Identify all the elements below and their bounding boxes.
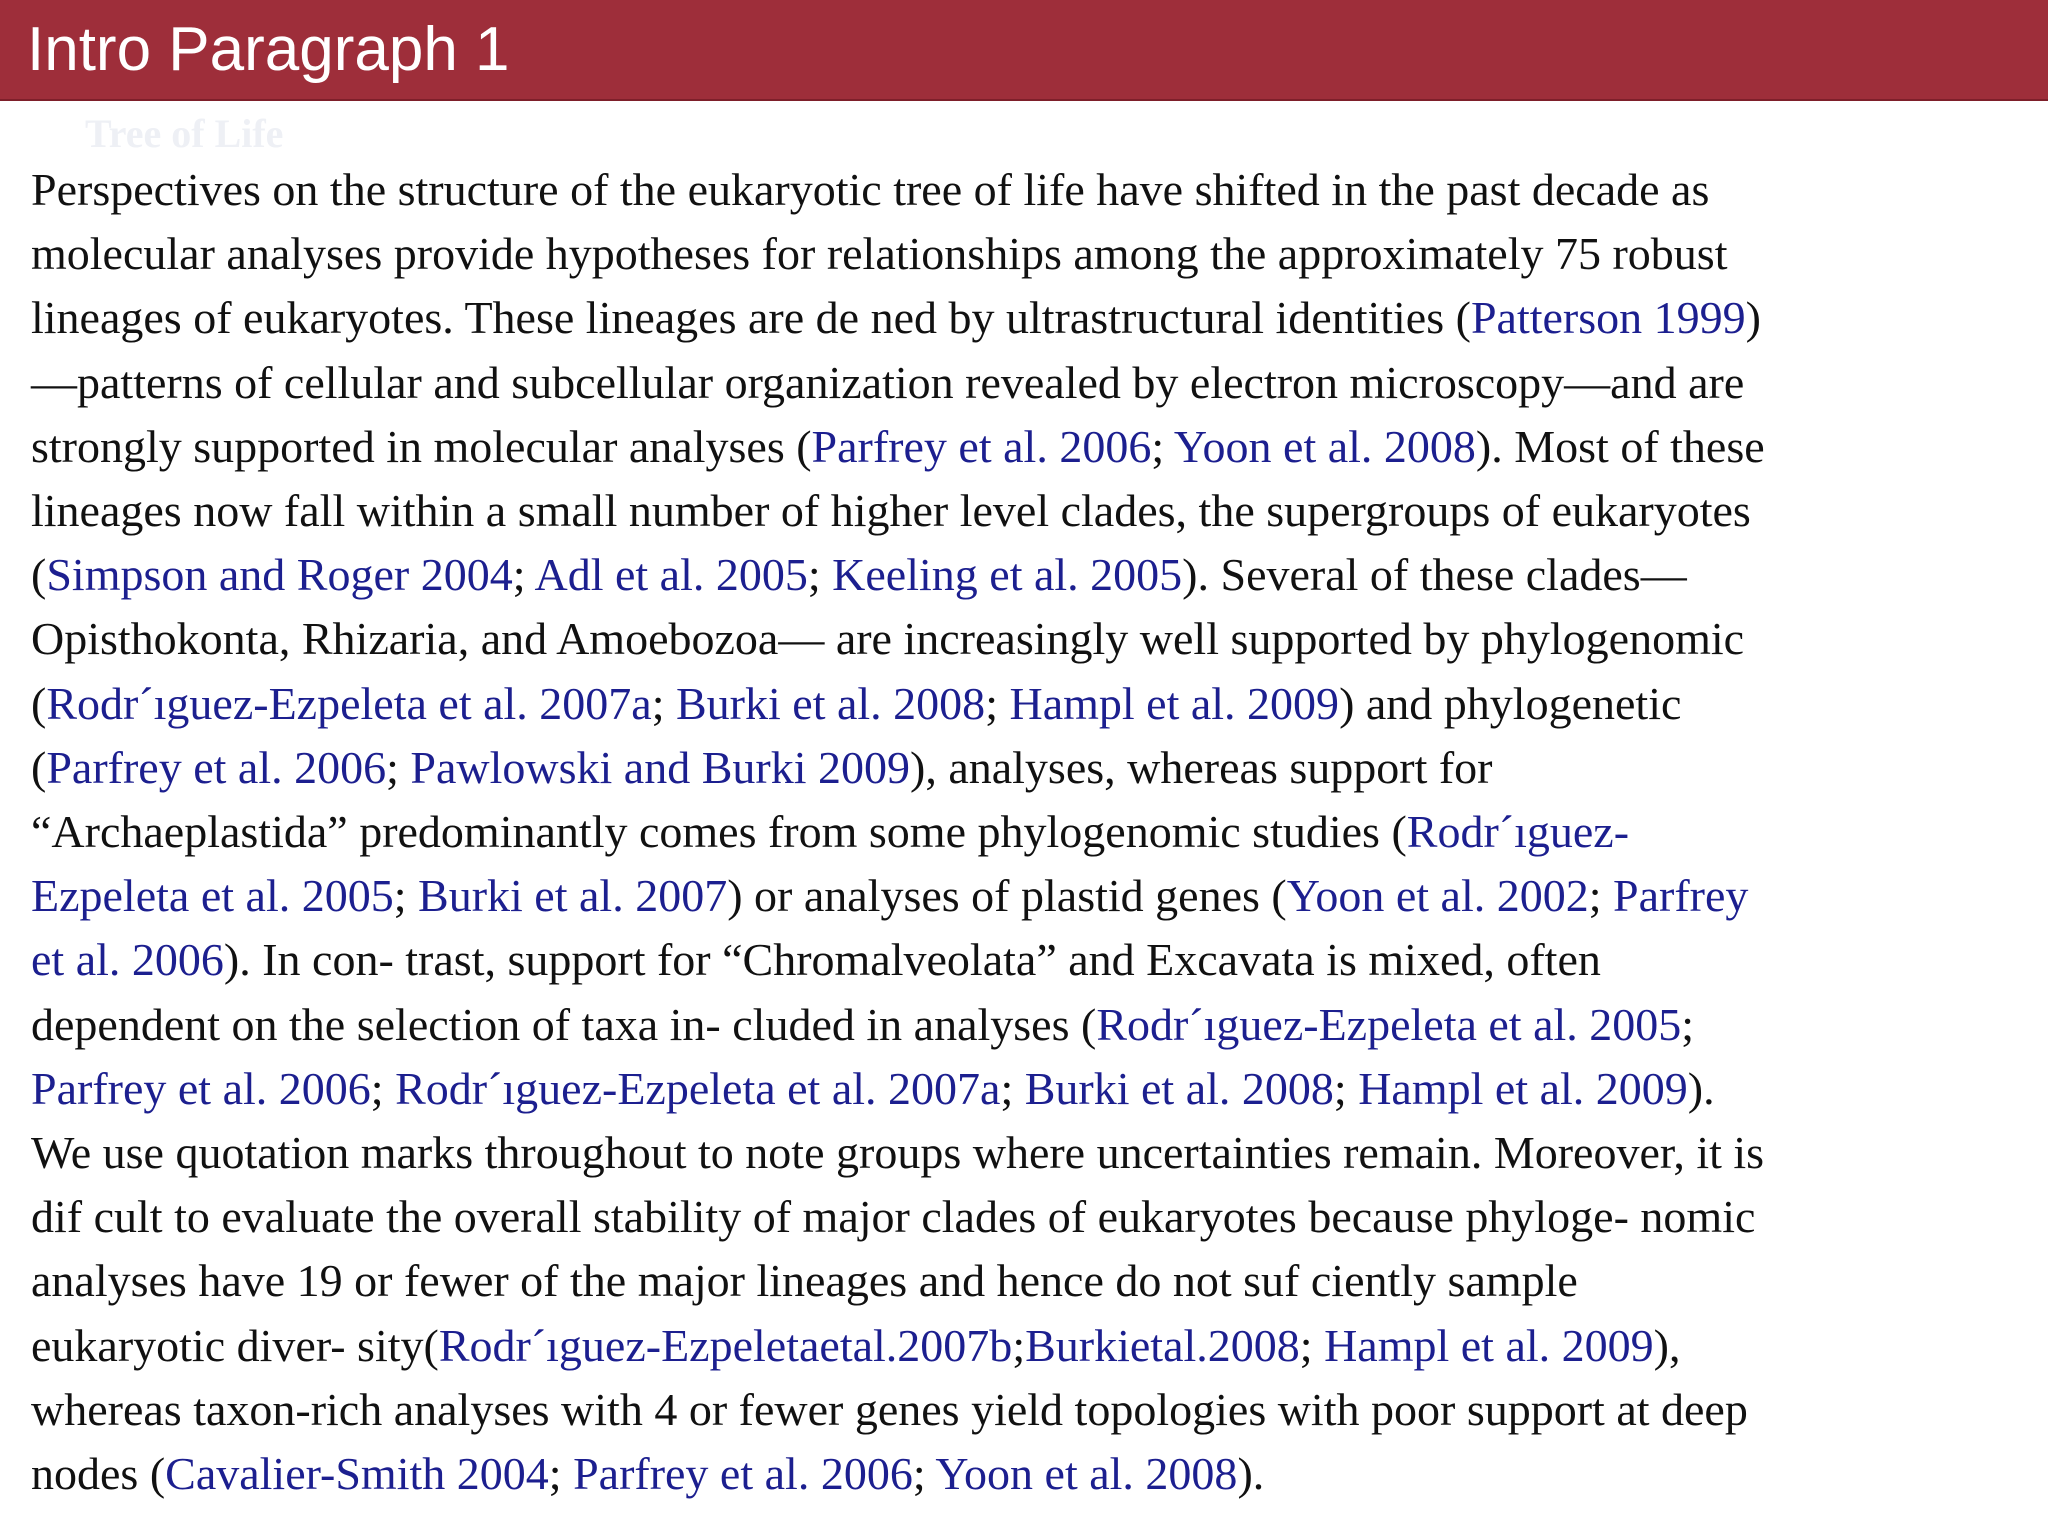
slide-title: Intro Paragraph 1: [27, 15, 510, 84]
paragraph-text: ;: [651, 677, 676, 729]
paragraph-text: ;: [985, 677, 1010, 729]
citation-link[interactable]: Parfrey et al. 2006: [46, 741, 387, 793]
paragraph-text: —patterns of cellular and subcellular organization revealed by electron microscopy—and are: [31, 356, 1745, 408]
paragraph-text: ;: [807, 549, 833, 601]
citation-link[interactable]: Keeling et al. 2005: [832, 549, 1183, 601]
paragraph-line: [31, 1057, 2041, 1121]
paragraph-line: [31, 222, 2041, 286]
paragraph-line: [31, 158, 2041, 222]
citation-link[interactable]: Parfrey et al. 2006: [573, 1448, 913, 1500]
paragraph-text: (: [31, 677, 47, 729]
paragraph-text: Perspectives on the structure of the eukaryotic tree of life have shifted in the past decade as: [31, 164, 1710, 215]
paragraph-text: ). In con- trast, support for “Chromalveolata” and Excavata is mixed, often: [223, 934, 1601, 986]
citation-link[interactable]: Hampl et al. 2009: [1324, 1319, 1654, 1371]
citation-link[interactable]: et al. 2006: [31, 934, 224, 986]
paragraph-text: ). Several of these clades—: [1182, 549, 1687, 601]
paragraph-text: “Archaeplastida” predominantly comes from some phylogenomic studies (: [31, 806, 1407, 858]
citation-link[interactable]: Rodr´ıguez-Ezpeleta et al. 2005: [1096, 998, 1682, 1050]
citation-link[interactable]: Simpson and Roger 2004: [46, 549, 513, 601]
paragraph-text: ).: [1237, 1448, 1265, 1500]
citation-link[interactable]: Burkietal.2008: [1025, 1319, 1300, 1371]
paragraph-text: ). Most of these: [1475, 420, 1765, 472]
paragraph-line: [31, 607, 2041, 671]
paragraph-text: ;: [1299, 1319, 1325, 1371]
citation-link[interactable]: Rodr´ıguez-: [1406, 806, 1630, 858]
paragraph-text: (: [31, 549, 47, 601]
paragraph-text: ;: [1681, 998, 1695, 1050]
paragraph-text: ;: [1012, 1319, 1026, 1371]
paragraph-text: ), analyses, whereas support for: [910, 741, 1493, 793]
paragraph-text: ;: [912, 1448, 936, 1500]
citation-link[interactable]: Hampl et al. 2009: [1358, 1062, 1688, 1114]
paragraph-line: [31, 1121, 2041, 1185]
citation-link[interactable]: Parfrey: [1613, 870, 1749, 922]
citation-link[interactable]: Ezpeleta et al. 2005: [31, 870, 394, 922]
paragraph-line: [31, 543, 2041, 607]
citation-link[interactable]: Rodr´ıguez-Ezpeletaetal.2007b: [438, 1319, 1013, 1371]
citation-link[interactable]: Yoon et al. 2008: [1173, 420, 1476, 472]
paragraph-line: [31, 286, 2041, 350]
paragraph-text: ).: [1687, 1062, 1715, 1114]
paragraph-text: ;: [1151, 420, 1174, 472]
citation-link[interactable]: Burki et al. 2008: [1024, 1062, 1334, 1114]
paragraph-line: [31, 928, 2041, 992]
paragraph-text: analyses have 19 or fewer of the major lineages and hence do not suf ciently sample: [31, 1255, 1578, 1307]
citation-link[interactable]: Adl et al. 2005: [534, 549, 808, 601]
paragraph-line: [31, 672, 2041, 736]
citation-link[interactable]: Rodr´ıguez-Ezpeleta et al. 2007a: [395, 1062, 1001, 1114]
paragraph-line: [31, 736, 2041, 800]
citation-link[interactable]: Patterson 1999: [1470, 292, 1746, 344]
citation-link[interactable]: Cavalier-Smith 2004: [165, 1448, 549, 1500]
citation-link[interactable]: Rodr´ıguez-Ezpeleta et al. 2007a: [46, 677, 652, 729]
paragraph-text: ;: [370, 1062, 396, 1114]
paragraph-text: lineages of eukaryotes. These lineages are de ned by ultrastructural identities (: [31, 292, 1471, 344]
paragraph-text: strongly supported in molecular analyses (: [31, 420, 812, 472]
paragraph-line: [31, 800, 2041, 864]
paragraph-line: [31, 1249, 2041, 1313]
title-bar: [0, 0, 2048, 101]
citation-link[interactable]: Pawlowski and Burki 2009: [410, 741, 910, 793]
paragraph-text: ;: [1588, 870, 1614, 922]
paragraph-text: Opisthokonta, Rhizaria, and Amoebozoa— are increasingly well supported by phylogenomic: [31, 613, 1745, 665]
paragraph-text: ) and phylogenetic: [1339, 677, 1682, 729]
paragraph-text: We use quotation marks throughout to note groups where uncertainties remain. Moreover, it is: [31, 1127, 1765, 1179]
paragraph-text: eukaryotic diver- sity(: [31, 1319, 439, 1371]
paragraph-line: [31, 1314, 2041, 1378]
paragraph-text: ) or analyses of plastid genes (: [727, 870, 1287, 922]
citation-link[interactable]: Hampl et al. 2009: [1009, 677, 1340, 729]
paragraph-line: [31, 993, 2041, 1057]
paragraph-text: lineages now fall within a small number of higher level clades, the supergroups of eukaryotes: [31, 485, 1751, 537]
paragraph-text: dependent on the selection of taxa in- cluded in analyses (: [31, 998, 1097, 1050]
paragraph-line: [31, 1185, 2041, 1249]
paragraph-line: [31, 351, 2041, 415]
background-heading: Tree of Life: [85, 111, 284, 156]
citation-link[interactable]: Yoon et al. 2008: [935, 1448, 1238, 1500]
paragraph-text: ;: [548, 1448, 574, 1500]
paragraph-text: ;: [393, 870, 419, 922]
paragraph-text: (: [31, 741, 47, 793]
paragraph-text: molecular analyses provide hypotheses for relationships among the approximately 75 robust: [31, 228, 1728, 280]
citation-link[interactable]: Parfrey et al. 2006: [31, 1062, 371, 1114]
citation-link[interactable]: Yoon et al. 2002: [1286, 870, 1589, 922]
paragraph-line: [31, 415, 2041, 479]
citation-link[interactable]: Burki et al. 2008: [676, 677, 986, 729]
paragraph-text: ): [1745, 292, 1761, 344]
paragraph-text: ;: [386, 741, 411, 793]
paragraph-text: dif cult to evaluate the overall stability of major clades of eukaryotes because phyloge- nomic: [31, 1191, 1756, 1243]
paragraph-text: whereas taxon-rich analyses with 4 or fewer genes yield topologies with poor support at deep: [31, 1383, 1748, 1435]
paragraph-text: ;: [1000, 1062, 1025, 1114]
paragraph-text: ;: [512, 549, 535, 601]
paragraph-line: [31, 1442, 2041, 1506]
paragraph-line: [31, 479, 2041, 543]
paragraph-line: [31, 864, 2041, 928]
paragraph-text: nodes (: [31, 1448, 166, 1500]
paragraph-text: ),: [1653, 1319, 1681, 1371]
intro-paragraph: [31, 158, 2041, 1506]
paragraph-line: [31, 1378, 2041, 1442]
citation-link[interactable]: Burki et al. 2007: [418, 870, 728, 922]
citation-link[interactable]: Parfrey et al. 2006: [811, 420, 1152, 472]
paragraph-text: ;: [1333, 1062, 1359, 1114]
